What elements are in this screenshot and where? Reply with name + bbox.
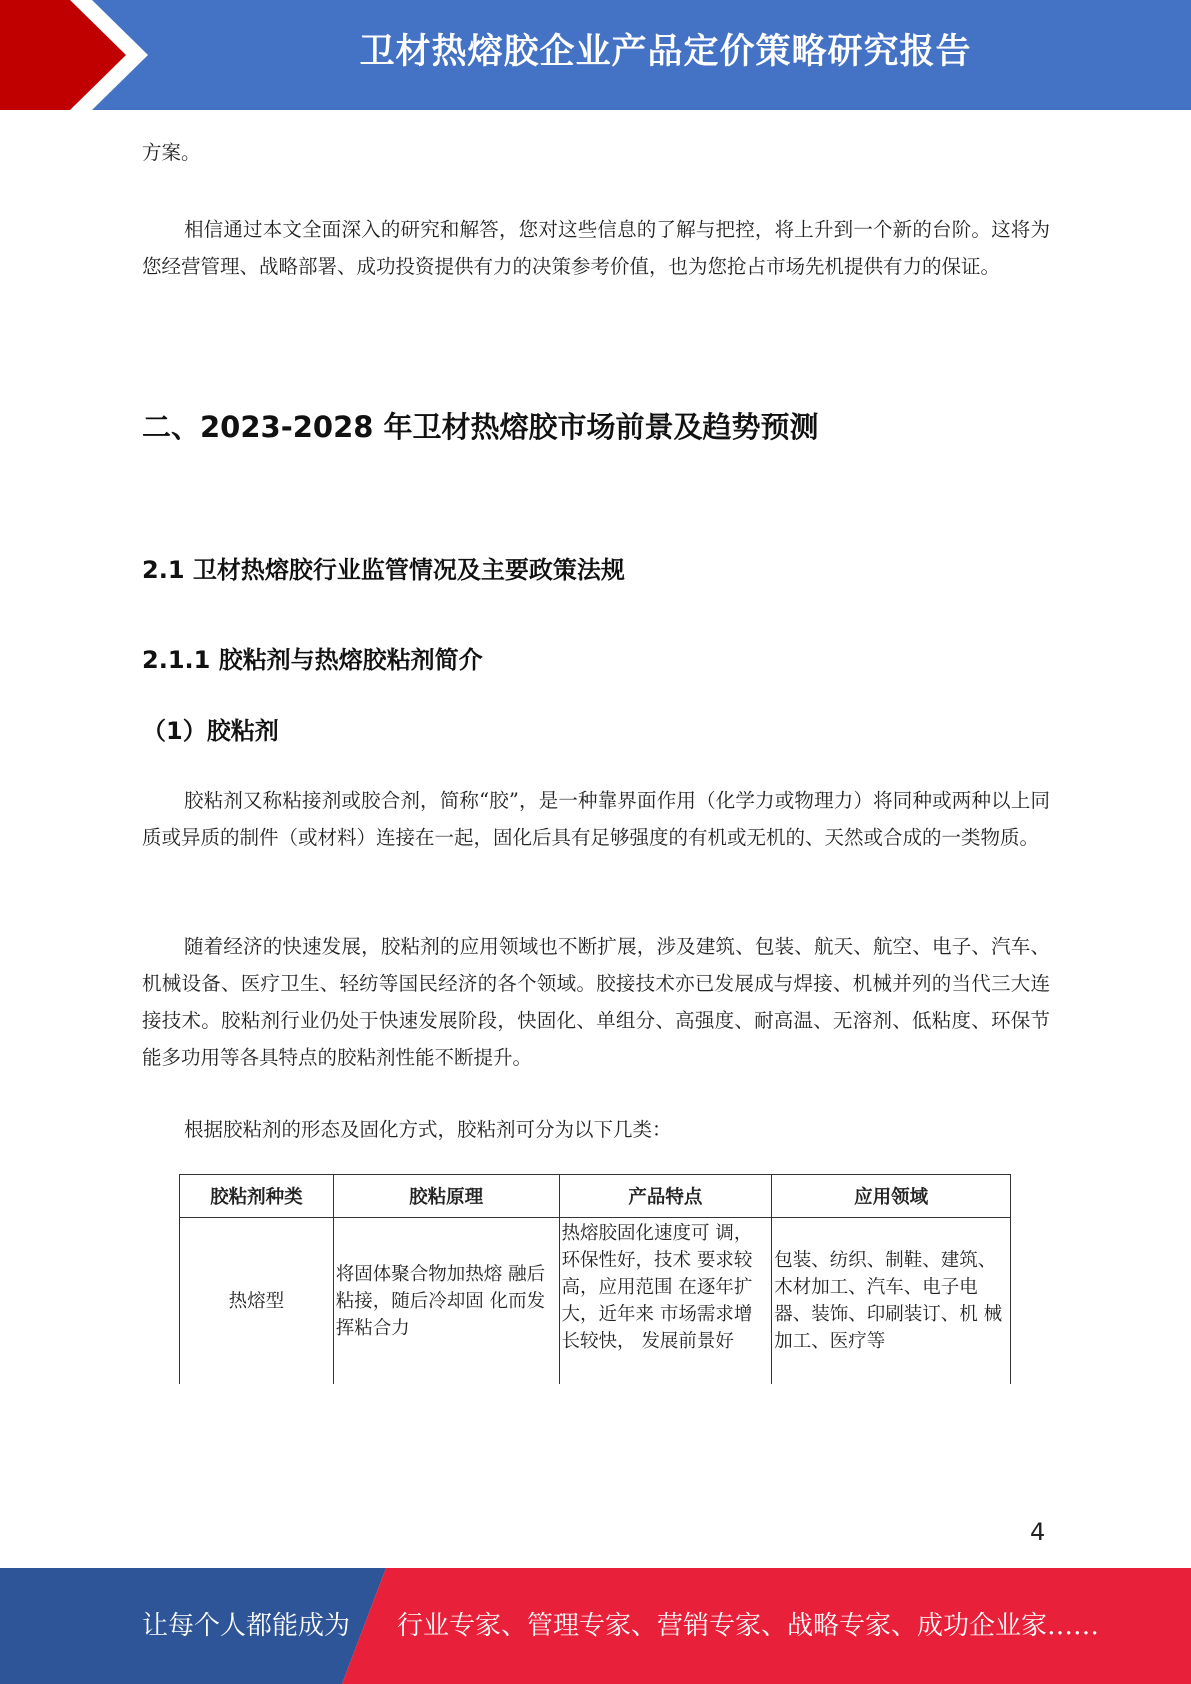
table-header-row: [180, 1175, 1011, 1218]
table-row: [180, 1218, 1011, 1385]
paragraph-development: 随着经济的快速发展，胶粘剂的应用领域也不断扩展，涉及建筑、包装、航天、航空、电子、汽车、机械设备、医疗卫生、轻纺等国民经济的各个领域。胶接技术亦已发展成与焊接、机械并列的当代三大连接技术。胶粘剂行业仍处于快速发展阶段，快固化、单组分、高强度、耐高温、无溶剂、低粘度、环保节能多功用等各具特点的胶粘剂性能不断提升。: [142, 935, 1050, 1069]
section-heading: 二、2023-2028 年卫材热熔胶市场前景及趋势预测: [142, 410, 819, 444]
page-footer: [0, 1568, 1191, 1684]
report-title: 卫材热熔胶企业产品定价策略研究报告: [359, 32, 972, 72]
page-header: [0, 0, 1191, 110]
table-cell-features: 热熔胶固化速度可 调，环保性好，技术 要求较高，应用范围 在逐年扩大，近年来 市场需求增长较快， 发展前景好: [559, 1218, 772, 1385]
footer-slogan-left: 让每个人都能成为: [142, 1611, 351, 1641]
paragraph-belief: 相信通过本文全面深入的研究和解答，您对这些信息的了解与把控，将上升到一个新的台阶。这将为您经营管理、战略部署、成功投资提供有力的决策参考价值，也为您抢占市场先机提供有力的保证。: [142, 218, 1050, 278]
table-header-cell: 产品特点: [559, 1175, 772, 1218]
adhesive-types-table: [179, 1174, 1011, 1384]
paragraph-definition: 胶粘剂又称粘接剂或胶合剂，简称“胶”，是一种靠界面作用（化学力或物理力）将同种或两种以上同质或异质的制件（或材料）连接在一起，固化后具有足够强度的有机或无机的、天然或合成的一类物质。: [142, 789, 1050, 849]
paragraph-classification: 根据胶粘剂的形态及固化方式，胶粘剂可分为以下几类：: [184, 1118, 672, 1141]
table-cell-applications: 包装、纺织、制鞋、建筑、 木材加工、汽车、电子电 器、装饰、印刷装订、机 械加工、医疗等: [772, 1218, 1011, 1385]
table-header-cell: 胶粘原理: [333, 1175, 559, 1218]
subsubsection-heading: 2.1.1 胶粘剂与热熔胶粘剂简介: [142, 646, 483, 674]
footer-slogan-right: 行业专家、管理专家、营销专家、战略专家、成功企业家……: [397, 1611, 1100, 1641]
paragraph-tail: 方案。: [142, 141, 201, 164]
subsection-heading: 2.1 卫材热熔胶行业监管情况及主要政策法规: [142, 556, 625, 584]
table-header-cell: 胶粘剂种类: [180, 1175, 334, 1218]
table-header-cell: 应用领域: [772, 1175, 1011, 1218]
table-cell-principle: 将固体聚合物加热熔 融后粘接，随后冷却固 化而发挥粘合力: [333, 1218, 559, 1385]
table-cell-type: 热熔型: [180, 1218, 334, 1385]
item-heading: （1）胶粘剂: [142, 717, 279, 745]
page-number: 4: [1030, 1518, 1046, 1546]
